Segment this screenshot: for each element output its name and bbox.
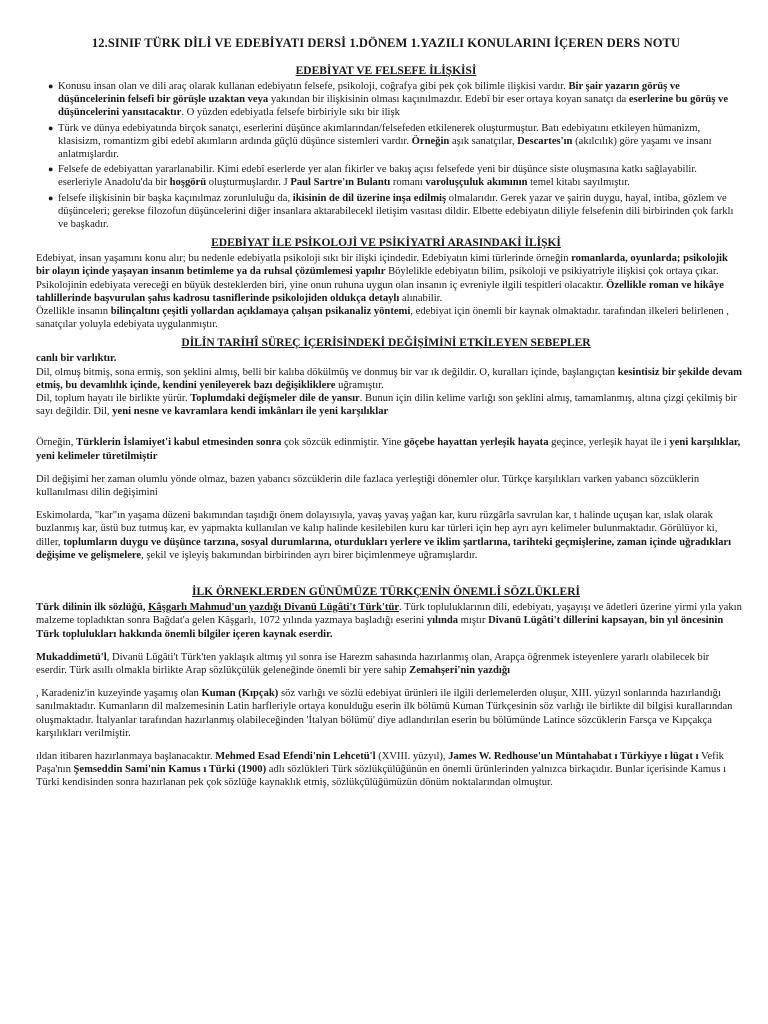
paragraph: Türk ve dünya edebiyatında birçok sanatçı, eserlerini düşünce akımlarından/felsefeden etkilenerek oluşturmuştur. Batı edebiyatını etkileyen hümanizm, klasisizm, romantizm gibi edebî akımların ardında güçlü düşünce sistemleri vardır. Örneğin aşık sanatçılar, Descartes'ın (akılcılık) göre yaşamı ve insanı anlatmışlardır. — [58, 122, 712, 161]
paragraph: Psikolojinin edebiyata vereceği en büyük desteklerden biri, yine onun ruhuna uygun olan insanın iç evreniyle ilgili tespitleri olacaktır. Özellikle roman ve hikâye tahlillerinde başvurulan şahıs kadrosu tasniflerinde psikolojiden oldukça detaylı alınabilir. — [36, 279, 724, 304]
spacer — [30, 463, 742, 473]
spacer — [30, 418, 742, 436]
paragraph: ıldan itibaren hazırlanmaya başlanacaktır. Mehmed Esad Efendi'nin Lehcetü'l (XVIII. yüzyıl), James W. Redhouse'un Müntahabat ı Türkiyye ı lügat ı Vefik Paşa'nın Şemseddin Sami'nin Kamus ı Türki (1900) adlı sözlükleri Türk sözlükçülüğünün en önemli ürünlerinden yalnızca birkaçıdır. Bunlar içerisinde Kamus ı Türki kendisinden sonra hazırlanan pek çok sözlüğe kaynaklık etmiş, sözlükçülüğümüzün dönüm noktalarından olmuştur. — [36, 750, 727, 789]
section-title-dil-degisimi: DİLİN TARİHÎ SÜREÇ İÇERİSİNDEKİ DEĞİŞİMİNİ ETKİLEYEN SEBEPLER — [181, 337, 591, 350]
spacer — [30, 499, 742, 509]
paragraph: Dil, olmuş bitmiş, sona ermiş, son şeklini almış, belli bir kalıba dökülmüş ve donmuş bir var ık değildir. O, kuralları içinde, başlangıçtan kesintisiz bir şekilde devam etmiş, bu devamlılık içinde, kendini yenileyerek bazı değişikliklere uğramıştır. — [36, 366, 742, 391]
bullet-icon: ● — [48, 192, 54, 203]
paragraph: Felsefe de edebiyattan yararlanabilir. Kimi edebî eserlerde yer alan fikirler ve bakış açısı felsefede yeni bir düşünce siste oluşmasına katkı sağlayabilir. eserleriyle Anadolu'da bir hoşgörü oluşturmuşlardır. J Paul Sartre'ın Bulantı romanı varoluşçuluk akımının temel kitabı sayılmıştır. — [58, 164, 697, 189]
paragraph: Örneğin, Türklerin İslamiyet'i kabul etmesinden sonra çok sözcük edinmiştir. Yine göçebe hayattan yerleşik hayata geçince, yerleşik hayat ile i yeni karşılıklar, yeni kelimeler türetilmiştir — [36, 437, 741, 462]
paragraph: Dil, toplum hayatı ile birlikte yürür. Toplumdaki değişmeler dile de yansır. Bunun için dilin kelime varlığı son şeklini almış, tamamlanmış, altına çizgi çekilmiş bir sayı değildir. Dil, yeni nesne ve kavramlara kendi imkânları ile yeni karşılıklar — [36, 393, 737, 418]
list-item — [30, 122, 742, 162]
spacer — [30, 641, 742, 651]
document-page — [30, 36, 742, 790]
bullet-icon: ● — [48, 81, 54, 91]
document-title: 12.SINIF TÜRK DİLİ VE EDEBİYATI DERSİ 1.DÖNEM 1.YAZILI KONULARINI İÇEREN DERS NOTU — [91, 36, 681, 50]
paragraph: Türk dilinin ilk sözlüğü, Kâşgarlı Mahmud'un yazdığı Divanü Lügâti't Türk'tür. Türk topluluklarının dili, edebiyatı, yaşayışı ve âdetleri üzerine yirmi yıla yakın malzeme topladıktan sonra Bağdat'a gelen Kâşgarlı, 1072 yılında yazmaya başladığı eserini yılında mıştır Divanü Lügâti't dillerini kapsayan, bin yıl öncesinin Türk toplulukları hakkında önemli bilgiler içeren kaynak eserdir. — [36, 602, 742, 640]
paragraph: Dil değişimi her zaman olumlu yönde olmaz, bazen yabancı sözcüklerin dile fazlaca yerleştiği dönemler olur. Türkçe karşılıkları varken yabancı sözcüklerin kullanılması dilin değişimini — [36, 473, 700, 499]
paragraph: Mukaddimetü'l, Divanü Lügâti't Türk'ten yaklaşık altmış yıl sonra ise Harezm sahasında hazırlanmış olan, Arapça öğrenmek isteyenlere yararlı olabilecek bir eserdir. Türk asıllı olmakla birlikte Arap sözlükçülük geleneğinde önemli bir yere sahip Zemahşeri'nin yazdığı — [36, 651, 710, 676]
spacer — [30, 677, 742, 687]
spacer — [30, 740, 742, 750]
list-item — [30, 192, 742, 232]
bullet-icon: ● — [48, 164, 54, 175]
paragraph: Edebiyat, insan yaşamını konu alır; bu nedenle edebiyatla psikoloji sıkı bir ilişki içindedir. Edebiyatın kimi türlerinde örneğin romanlarda, oyunlarda; psikolojik bir olayın içinde yaşayan insanın betimleme ya da ruhsal çözümlemesi yapılır Böylelikle edebiyatın bilim, psikoloji ve psikiyatriyle ilişkisi çok ortaya çıkar. — [36, 253, 728, 278]
section-title-psikoloji: EDEBİYAT İLE PSİKOLOJİ VE PSİKİYATRİ ARASINDAKİ İLİŞKİ — [211, 237, 561, 250]
section-title-edebiyat-felsefe: EDEBİYAT VE FELSEFE İLİŞKİSİ — [295, 65, 477, 77]
spacer — [30, 562, 742, 580]
paragraph: felsefe ilişkisinin bir başka kaçınılmaz zorunluluğu da, ikisinin de dil üzerine inşa edilmiş olmalarıdır. Gerek yazar ve şairin duygu, hayal, intiba, gözlem ve düşünceleri; gerekse filozofun düşüncelerini diğer insanlara aktarabilecekl iletişim vasıtası dildir. Elbette edebiyatın diliyle felsefenin dili birbirinden çok farklı ve başkadır. — [58, 192, 734, 231]
bullet-icon: ● — [48, 122, 54, 133]
paragraph: Özellikle insanın bilinçaltını çeşitli yollardan açıklamaya çalışan psikanaliz yöntemi, edebiyat için önemli bir kaynak olmaktadır. tarafından ilkeleri belirlenen , sanatçılar yoluyla edebiyata uygulanmıştır. — [36, 306, 729, 331]
section-title-sozlukler: İLK ÖRNEKLERDEN GÜNÜMÜZE TÜRKÇENİN ÖNEMLİ SÖZLÜKLERİ — [192, 586, 580, 599]
paragraph: canlı bir varlıktır. — [36, 353, 117, 365]
paragraph: Eskimolarda, "kar"ın yaşama düzeni bakımından taşıdığı önem dolayısıyla, yavaş yavaş yağan kar, kuru rüzgârla savrulan kar, t halinde uçuşan kar, ıslak olarak buzlanmış kar, üstü buz tutmuş kar, ev yapmakta kullanılan ve kalıp halinde kesilebilen kuru kar türleri için hep ayrı ayrı kelimeler bulunmaktadır. Görülüyor ki, diller, toplumların duygu ve düşünce tarzına, sosyal durumlarına, oturdukları yerlere ve iklim şartlarına, tarihteki geçmişlerine, zaman içinde uğradıkları değişime ve gelişmelere, şekil ve işleyiş bakımından birbirinden ayrı birer biçimlenmeye uğramışlardır. — [36, 510, 732, 561]
list-item — [30, 163, 742, 189]
paragraph: Konusu insan olan ve dili araç olarak kullanan edebiyatın felsefe, psikoloji, coğrafya gibi pek çok bilimle ilişkisi vardır. Bir şair yazarın görüş ve düşüncelerinin felsefi bir görüşle uzaktan veya yakından bir ilişkisinin olması kaçınılmazdır. Edebî bir eser ortaya koyan sanatçı da eserlerine bu görüş ve düşüncelerini yansıtacaktır. O yüzden edebiyatla felsefe birbiriyle sıkı bir ilişk — [58, 81, 729, 119]
paragraph: , Karadeniz'in kuzeyinde yaşamış olan Kuman (Kıpçak) söz varlığı ve sözlü edebiyat ürünleri ile ilgili derlemelerden oluşur, XIII. yüzyıl sonlarında hazırlandığı sanılmaktadır. Kumanların dil malzemesinin Latin harfleriyle ortaya konulduğu eserin ilk bölümü Kuman Türkçesinin söz varlığı ile birlikte dil bilgisi kurallarından oluşmaktadır. İtalyanlar tarafından hazırlanmış olabileceğinden 'İtalyan bölümü' diye adlandırılan eserin bu bölümünde Latince sözcüklerin Farsça ve Kıpçakça karşılıkları verilmiştir. — [36, 688, 733, 739]
list-item — [30, 80, 742, 120]
